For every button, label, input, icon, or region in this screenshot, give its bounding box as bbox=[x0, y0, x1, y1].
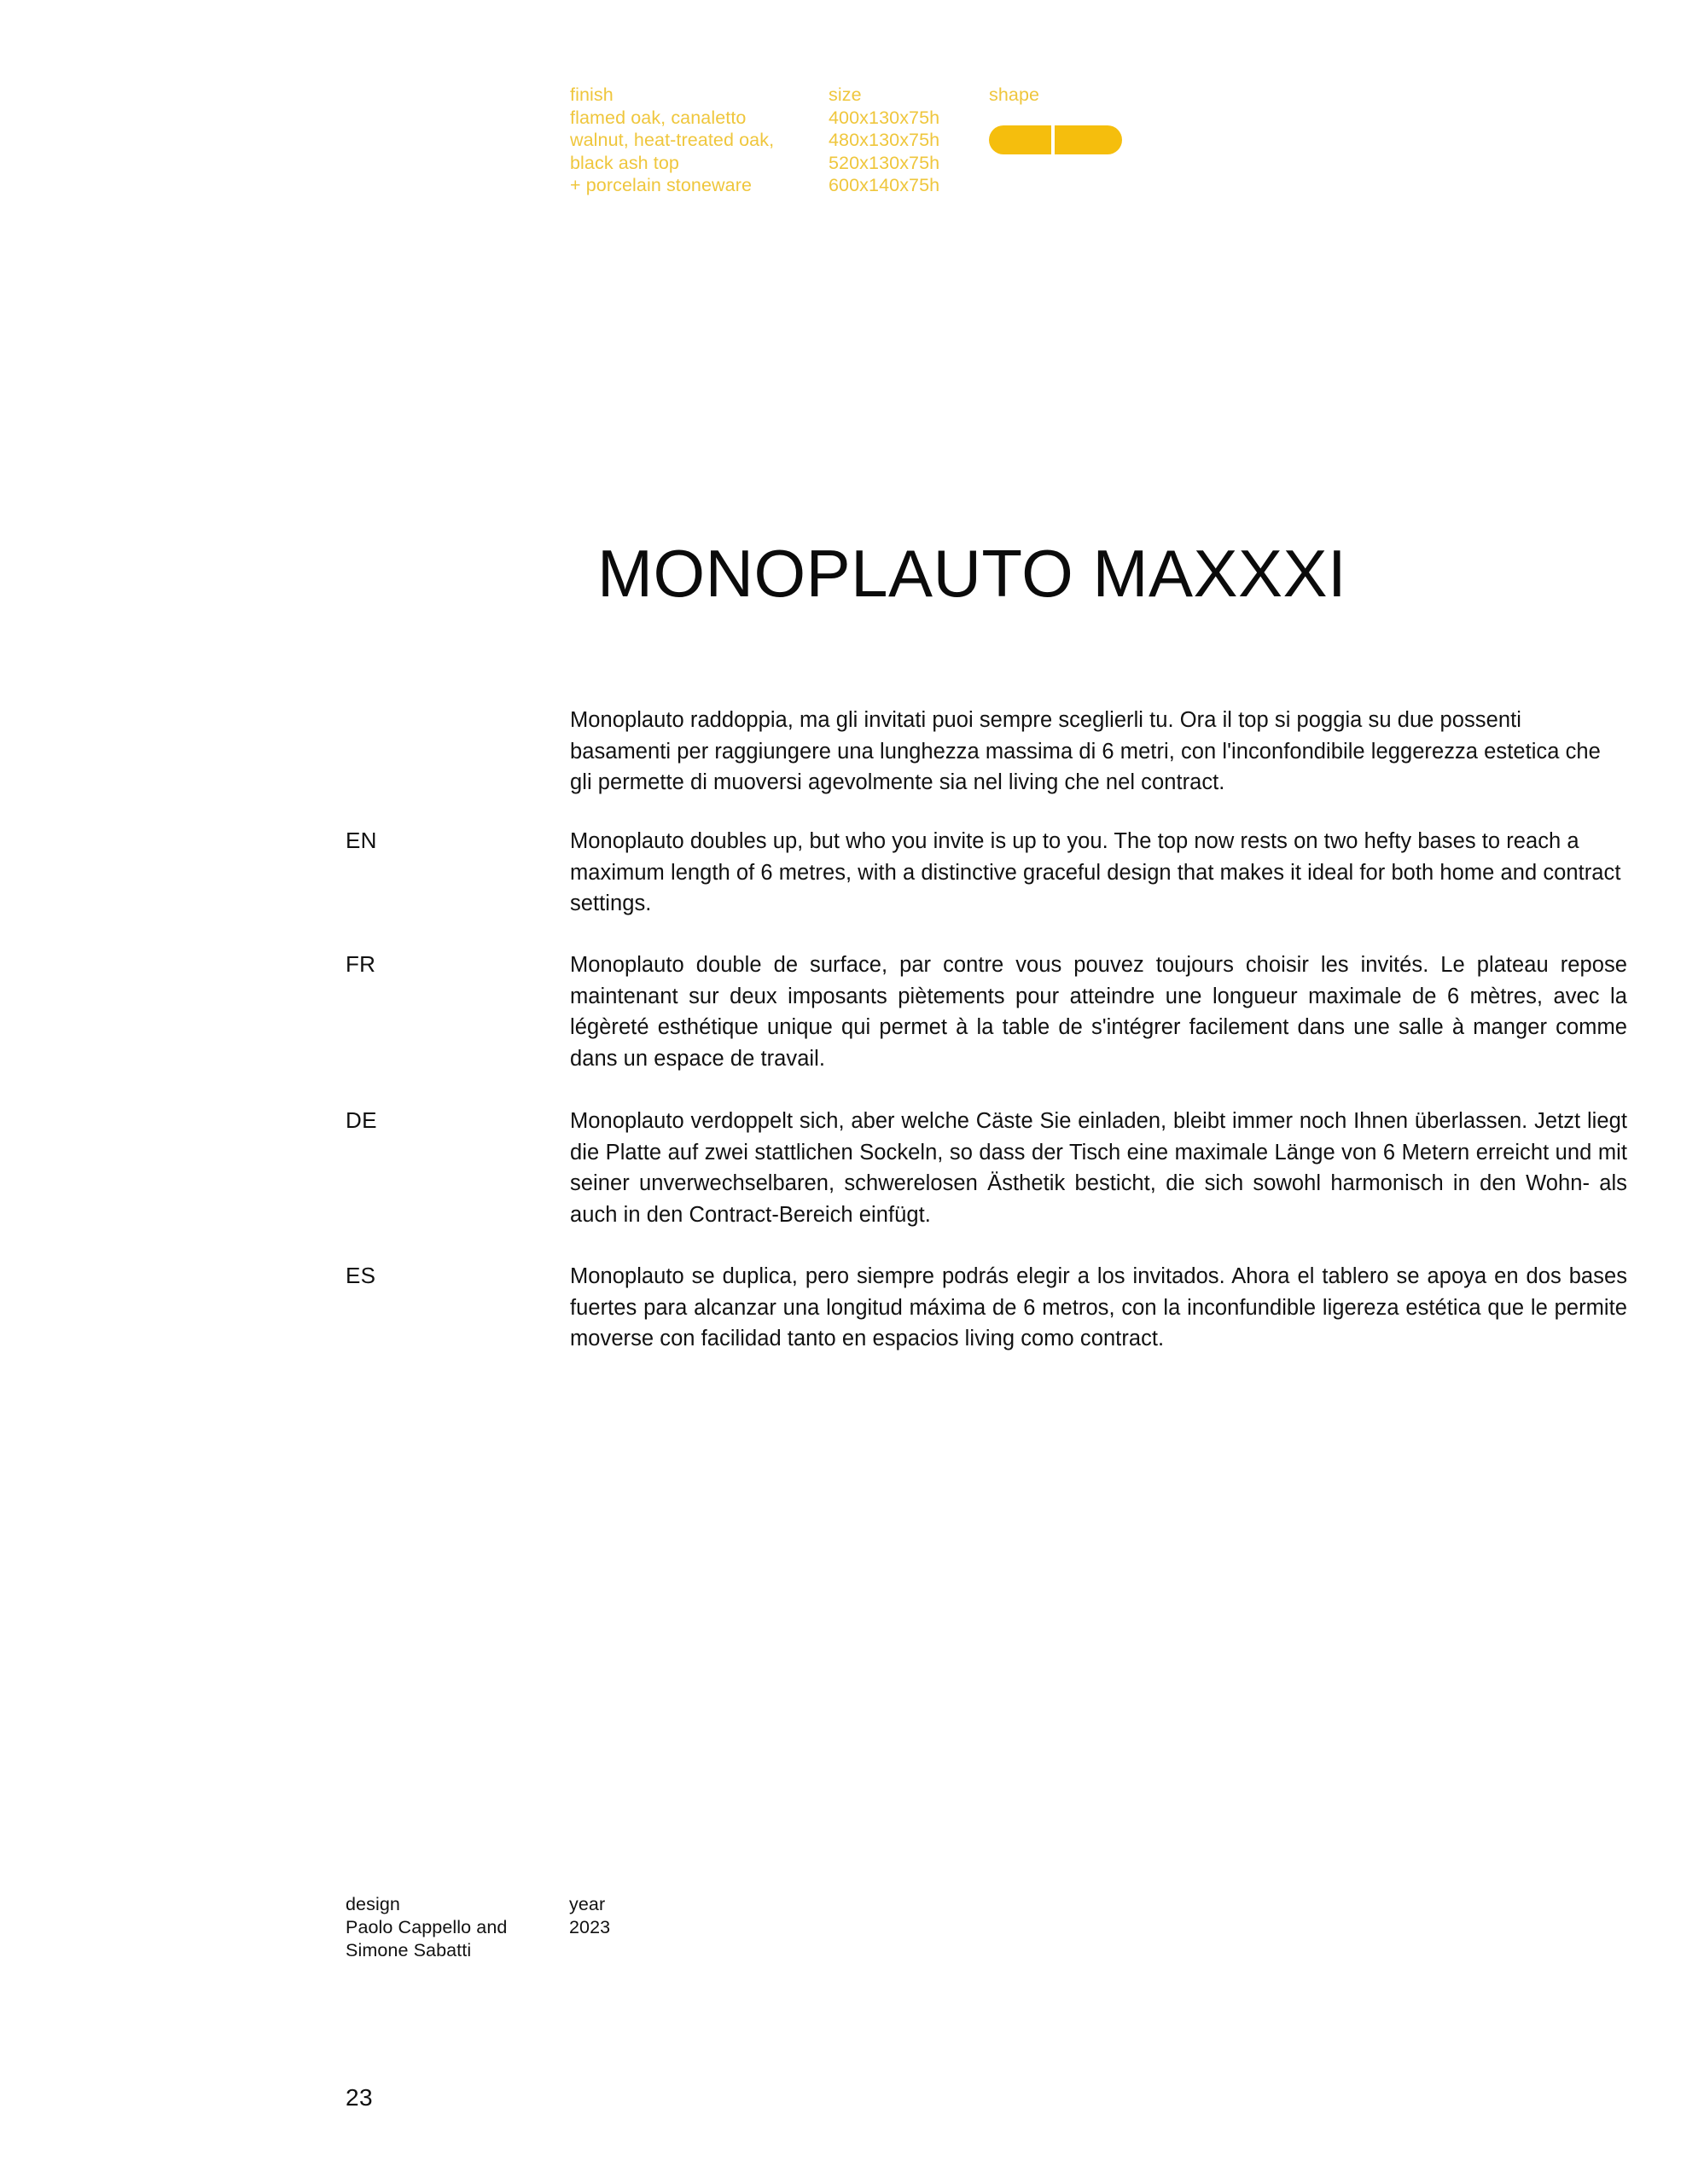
description-text-fr: Monoplauto double de surface, par contre vous pouvez toujours choisir les invités. Le plateau repose maintenant sur deux imposants piètements pour atteindre une longueur maximale de 6 mètres, avec la légèreté esthétique unique qui permet à la table de s'intégrer facilement dans une salle à manger comme dans un espace de travail. bbox=[570, 953, 1627, 1071]
description-text-es: Monoplauto se duplica, pero siempre podrás elegir a los invitados. Ahora el tablero se apoya en dos bases fuertes para alcanzar una longitud máxima de 6 metros, con la inconfundible ligereza estética que le permite moverse con facilidad tanto en espacios living como contract. bbox=[570, 1264, 1627, 1350]
lang-label-de: DE bbox=[346, 1107, 377, 1133]
spec-finish-label: finish bbox=[570, 84, 614, 105]
spec-finish-line-4: + porcelain stoneware bbox=[570, 175, 753, 196]
spec-finish-line-2: walnut, heat-treated oak, bbox=[570, 130, 775, 151]
credits-year-label: year bbox=[569, 1894, 606, 1914]
spec-size-label: size bbox=[829, 84, 862, 105]
credits-design-line-2: Simone Sabatti bbox=[346, 1940, 472, 1960]
description-text-en: Monoplauto doubles up, but who you invite is up to you. The top now rests on two hefty bases to reach a maximum length of 6 metres, with a distinctive graceful design that makes it ideal for both home and contract settings. bbox=[570, 829, 1621, 915]
description-text-it: Monoplauto raddoppia, ma gli invitati puoi sempre sceglierli tu. Ora il top si poggia su due possenti basamenti per raggiungere una lunghezza massima di 6 metri, con l'inconfondibile leggerezza estetica che gli permette di muoversi agevolmente sia nel living che nel contract. bbox=[570, 708, 1601, 794]
credits-design-line-1: Paolo Cappello and bbox=[346, 1917, 508, 1937]
spec-size-line-3: 520x130x75h bbox=[829, 152, 940, 173]
spec-finish-line-1: flamed oak, canaletto bbox=[570, 107, 747, 128]
description-text-de: Monoplauto verdoppelt sich, aber welche Cäste Sie einladen, bleibt immer noch Ihnen überlassen. Jetzt liegt die Platte auf zwei stattlichen Sockeln, so dass der Tisch eine maximale Länge von 6 Metern erreicht und mit seiner unverwechselbaren, schwerelosen Ästhetik besticht, die sich sowohl harmonisch in den Wohn- als auch in den Contract-Bereich einfügt. bbox=[570, 1109, 1627, 1227]
credits-design-label: design bbox=[346, 1894, 400, 1914]
page-number: 23 bbox=[346, 2084, 373, 2111]
spec-header bbox=[570, 84, 1423, 197]
page-title: MONOPLAUTO MAXXXI bbox=[597, 536, 1347, 612]
pill-divider bbox=[1051, 125, 1055, 154]
spec-size-line-1: 400x130x75h bbox=[829, 107, 940, 128]
split-pill-shape-icon bbox=[989, 125, 1122, 154]
spec-size-line-4: 600x140x75h bbox=[829, 175, 940, 196]
pill-body bbox=[989, 125, 1122, 154]
spec-column-shape bbox=[989, 84, 1160, 154]
credits-block bbox=[346, 1893, 791, 1962]
spec-finish-line-3: black ash top bbox=[570, 152, 679, 173]
spec-column-finish bbox=[570, 84, 829, 197]
spec-shape-label: shape bbox=[989, 84, 1040, 105]
credits-year-value: 2023 bbox=[569, 1917, 611, 1937]
credits-column-year bbox=[569, 1893, 791, 1939]
lang-label-fr: FR bbox=[346, 951, 376, 977]
spec-column-size bbox=[829, 84, 989, 197]
credits-column-design bbox=[346, 1893, 569, 1962]
spec-size-line-2: 480x130x75h bbox=[829, 130, 940, 151]
lang-label-en: EN bbox=[346, 828, 377, 853]
lang-label-es: ES bbox=[346, 1263, 376, 1288]
